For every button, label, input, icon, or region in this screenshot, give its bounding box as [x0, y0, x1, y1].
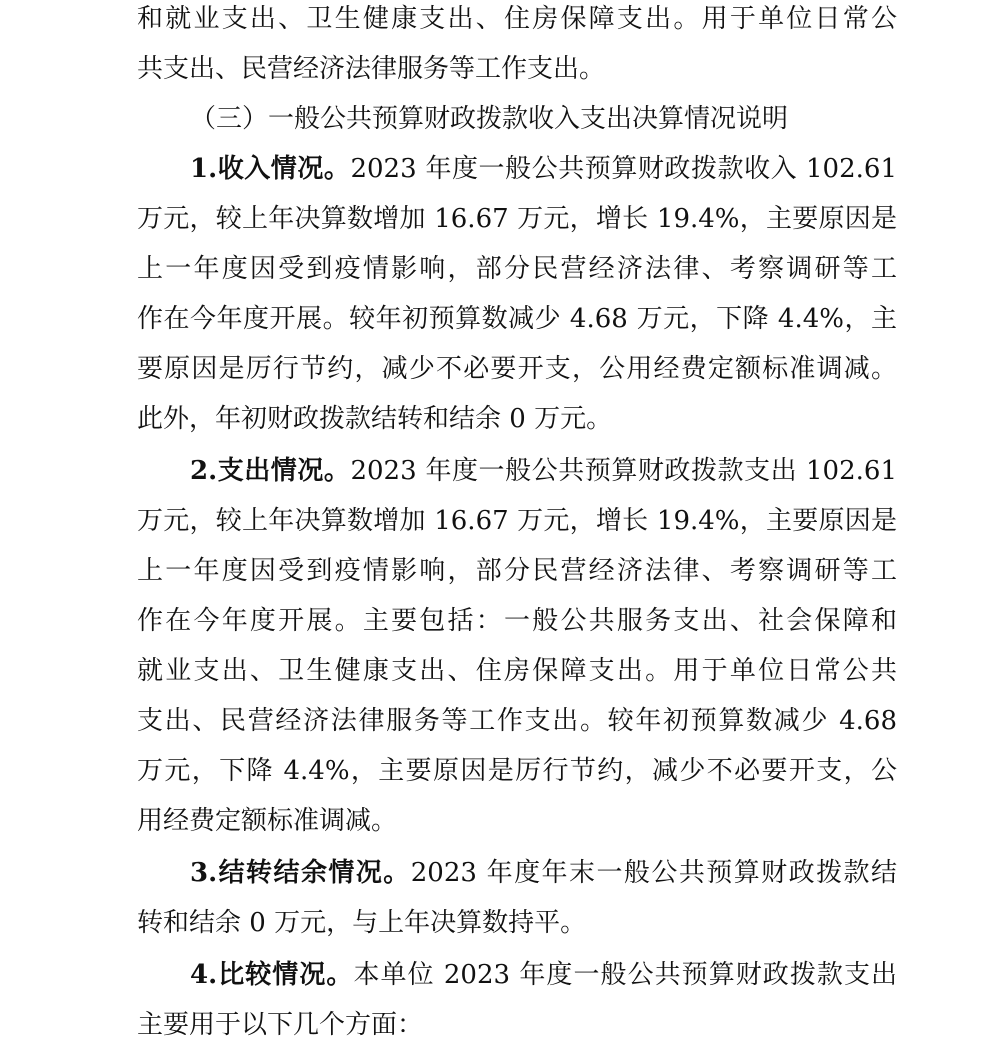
p2-line-5: 就业支出、卫生健康支出、住房保障支出。用于单位日常公共: [137, 656, 897, 686]
p2-line-2: 万元，较上年决算数增加 16.67 万元，增长 19.4%，主要原因是: [137, 506, 897, 536]
p1-line-1-text: 2023 年度一般公共预算财政拨款收入 102.61: [350, 154, 897, 184]
p1-lead: 1.收入情况。: [190, 154, 351, 184]
p1-line-4: 作在今年度开展。较年初预算数减少 4.68 万元，下降 4.4%，主: [137, 304, 897, 334]
p1-line-3: 上一年度因受到疫情影响，部分民营经济法律、考察调研等工: [137, 254, 897, 284]
p2-lead: 2.支出情况。: [190, 456, 351, 486]
p2-line-3: 上一年度因受到疫情影响，部分民营经济法律、考察调研等工: [137, 556, 897, 586]
p1-line-2: 万元，较上年决算数增加 16.67 万元，增长 19.4%，主要原因是: [137, 204, 897, 234]
p2-line-7: 万元，下降 4.4%，主要原因是厉行节约，减少不必要开支，公: [137, 756, 897, 786]
intro-line-2: 共支出、民营经济法律服务等工作支出。: [137, 54, 606, 84]
p3-line-2: 转和结余 0 万元，与上年决算数持平。: [137, 908, 587, 938]
p2-line-6: 支出、民营经济法律服务等工作支出。较年初预算数减少 4.68: [137, 706, 897, 736]
p3-line-1-text: 2023 年度年末一般公共预算财政拨款结: [410, 858, 897, 888]
p3-lead: 3.结转结余情况。: [190, 858, 411, 888]
p1-line-5: 要原因是厉行节约，减少不必要开支，公用经费定额标准调减。: [137, 354, 897, 384]
p4-lead: 4.比较情况。: [190, 960, 354, 990]
p1-line-1: [190, 144, 897, 194]
p3-line-1: [190, 848, 897, 898]
section-heading: （三）一般公共预算财政拨款收入支出决算情况说明: [190, 104, 789, 134]
p2-line-1-text: 2023 年度一般公共预算财政拨款支出 102.61: [350, 456, 897, 486]
p4-line-2: 主要用于以下几个方面：: [137, 1010, 424, 1040]
p4-line-1-text: 本单位 2023 年度一般公共预算财政拨款支出: [353, 960, 897, 990]
p4-line-1: [190, 950, 897, 1000]
intro-line-1: 和就业支出、卫生健康支出、住房保障支出。用于单位日常公: [137, 4, 897, 34]
p2-line-8: 用经费定额标准调减。: [137, 806, 398, 836]
p1-line-6: 此外，年初财政拨款结转和结余 0 万元。: [137, 404, 613, 434]
p2-line-1: [190, 446, 897, 496]
p2-line-4: 作在今年度开展。主要包括：一般公共服务支出、社会保障和: [137, 606, 897, 636]
